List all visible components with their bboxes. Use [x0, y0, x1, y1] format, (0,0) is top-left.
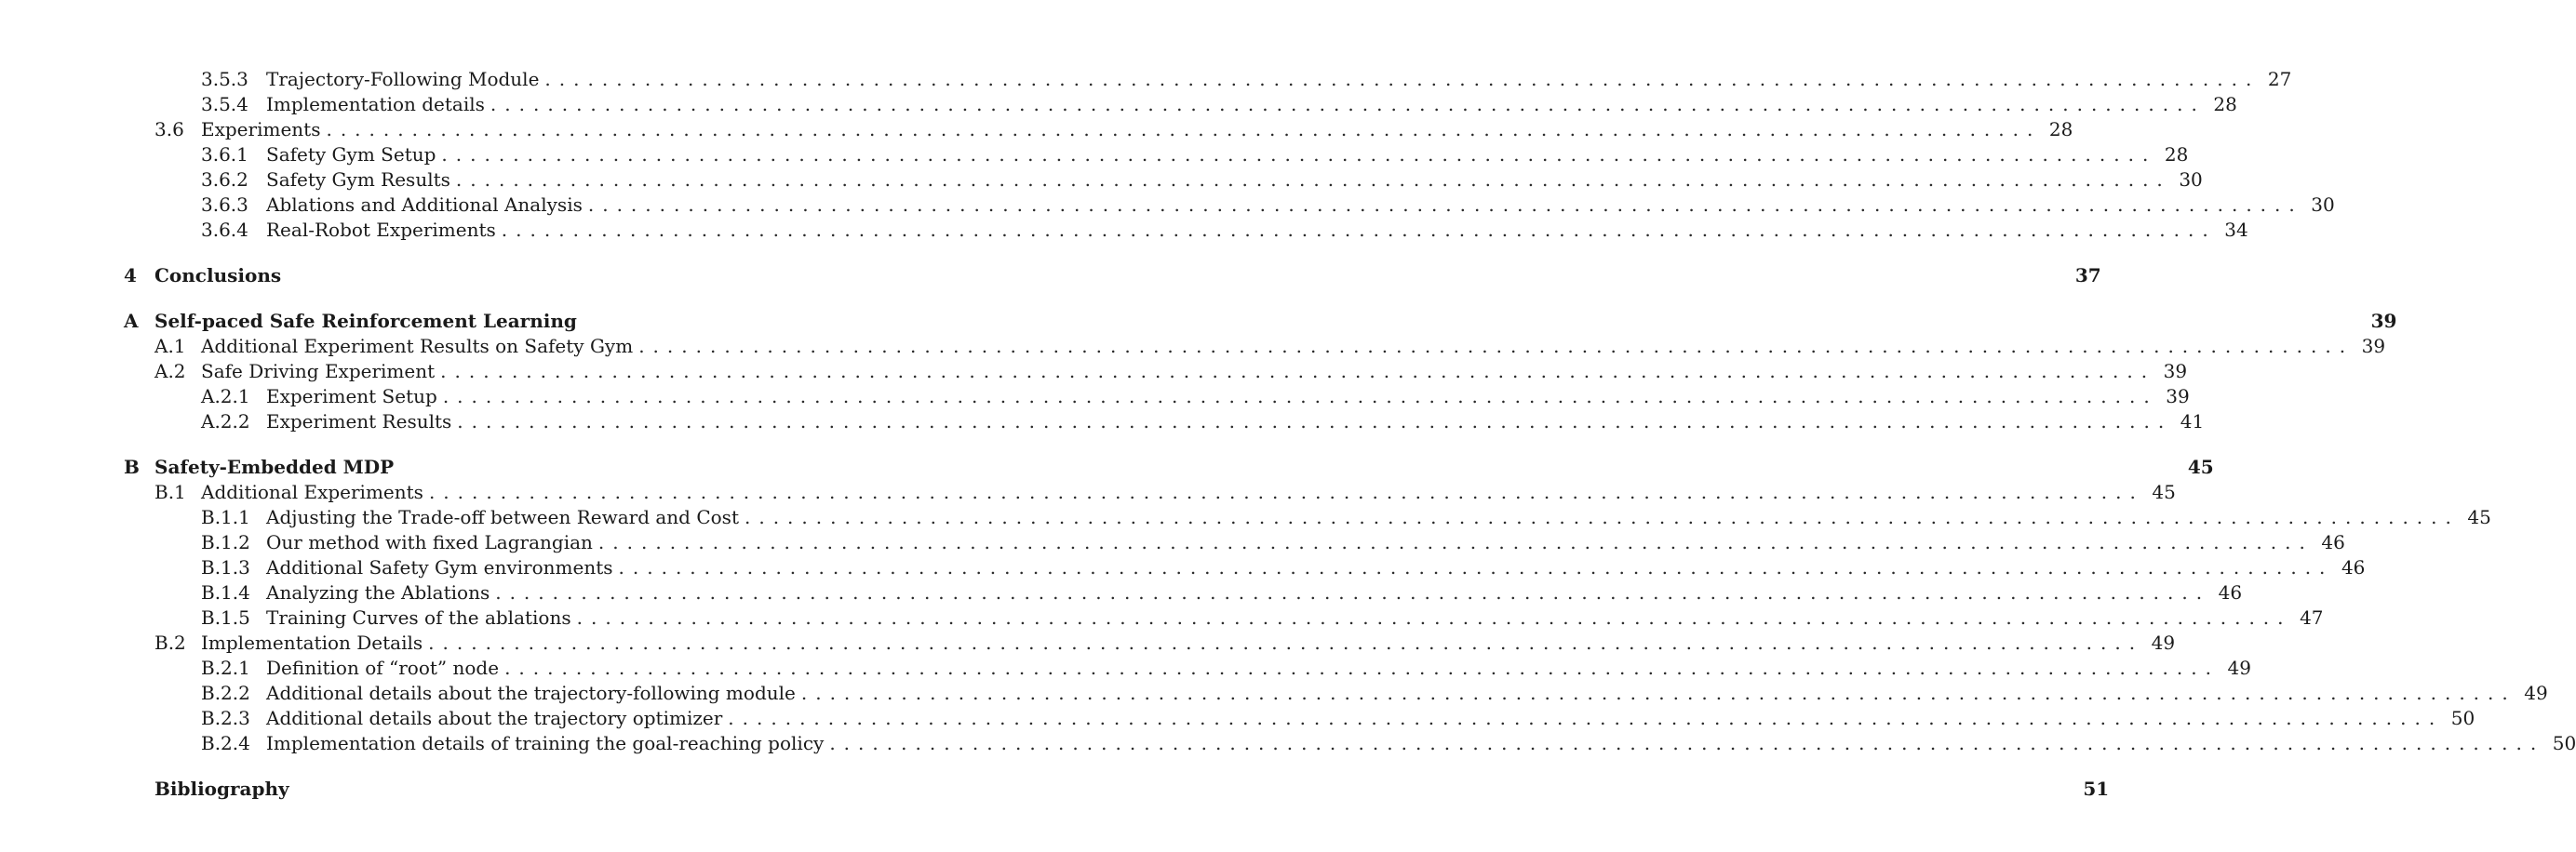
toc-section-entry[interactable]	[124, 359, 2188, 384]
toc-entry-title: Real-Robot Experiments	[266, 218, 502, 243]
toc-entry-title: Experiment Setup	[266, 384, 443, 409]
toc-entry-number: B.1.1	[201, 506, 250, 528]
toc-entry-number: B.2	[154, 632, 186, 654]
toc-entry-title: Additional details about the trajectory optimizer	[266, 706, 728, 731]
toc-entry-title: Additional Experiment Results on Safety Gym	[201, 334, 638, 359]
toc-entry-title: Safety Gym Setup	[266, 142, 441, 167]
toc-entry-page: 28	[2213, 93, 2237, 115]
toc-entry-number: 3.5.3	[201, 68, 248, 90]
toc-entry-title: Safety-Embedded MDP	[154, 454, 399, 480]
toc-section-entry[interactable]	[124, 706, 2475, 731]
dot-leader: ........................................................................................................................	[800, 682, 2516, 704]
toc-section-entry[interactable]	[124, 656, 2251, 681]
dot-leader: ........................................................................................................................	[495, 581, 2211, 604]
dot-leader: ........................................................................................................................	[618, 556, 2334, 579]
toc-entry-page: 34	[2224, 219, 2248, 241]
toc-entry-title: Our method with fixed Lagrangian	[266, 530, 598, 555]
toc-entry-page: 49	[2151, 632, 2176, 654]
toc-entry-title: Trajectory-Following Module	[266, 67, 544, 92]
toc-entry-title: Implementation details	[266, 92, 490, 117]
dot-leader: ........................................................................................................................	[428, 632, 2144, 654]
toc-entry-page: 51	[2083, 778, 2110, 800]
toc-section-entry[interactable]	[124, 409, 2205, 434]
toc-entry-title: Additional Safety Gym environments	[266, 555, 619, 580]
toc-entry-page: 41	[2180, 410, 2205, 433]
dot-leader: ........................................................................................................................	[504, 657, 2220, 679]
toc-entry-number: A.2.1	[201, 385, 250, 407]
toc-entry-number: A.1	[154, 335, 186, 357]
toc-entry-title: Self-paced Safe Reinforcement Learning	[154, 308, 583, 334]
toc-section-entry[interactable]	[124, 580, 2243, 606]
dot-leader: ........................................................................................................................	[544, 68, 2261, 90]
toc-section-entry[interactable]	[124, 505, 2491, 530]
dot-leader: ........................................................................................................................	[457, 410, 2173, 433]
toc-entry-page: 46	[2218, 581, 2243, 604]
toc-section-entry[interactable]	[124, 384, 2190, 409]
dot-leader: ........................................................................................................................	[587, 193, 2303, 216]
toc-entry-page: 28	[2164, 143, 2189, 166]
toc-entry-number: 3.6	[154, 118, 184, 140]
toc-section-entry[interactable]	[124, 334, 2386, 359]
toc-entry-page: 45	[2467, 506, 2491, 528]
dot-leader: ........................................................................................................................	[455, 168, 2171, 191]
toc-entry-number: 3.6.1	[201, 143, 248, 166]
toc-section-entry[interactable]	[124, 92, 2237, 117]
toc-entry-title: Conclusions	[154, 262, 287, 288]
toc-entry-title: Analyzing the Ablations	[266, 580, 495, 606]
toc-entry-page: 45	[2187, 456, 2214, 478]
dot-leader: ........................................................................................................................	[442, 385, 2158, 407]
toc-section-entry[interactable]	[124, 555, 2366, 580]
toc-entry-title: Implementation Details	[201, 631, 428, 656]
toc-entry-number: A.2	[154, 360, 186, 382]
toc-entry-title: Definition of “root” node	[266, 656, 504, 681]
toc-chapter-entry[interactable]	[124, 776, 2110, 802]
toc-entry-title: Safe Driving Experiment	[201, 359, 440, 384]
toc-entry-page: 30	[2311, 193, 2335, 216]
toc-section-entry[interactable]	[124, 681, 2548, 706]
toc-entry-number: 3.5.4	[201, 93, 248, 115]
toc-section-entry[interactable]	[124, 606, 2324, 631]
toc-entry-number: 4	[124, 264, 137, 286]
toc-entry-number: 3.6.2	[201, 168, 248, 191]
toc-entry-title: Experiments	[201, 117, 326, 142]
toc-entry-number: A	[124, 310, 139, 332]
dot-leader: ........................................................................................................................	[744, 506, 2460, 528]
toc-entry-page: 46	[2341, 556, 2366, 579]
toc-entry-page: 47	[2300, 606, 2324, 629]
toc-entry-page: 39	[2361, 335, 2386, 357]
toc-section-entry[interactable]	[124, 530, 2345, 555]
toc-entry-number: B.1.4	[201, 581, 250, 604]
toc-section-entry[interactable]	[124, 167, 2203, 193]
toc-entry-page: 45	[2152, 481, 2176, 503]
toc-entry-page: 37	[2074, 264, 2101, 286]
toc-entry-page: 28	[2048, 118, 2073, 140]
toc-entry-number: B	[124, 456, 140, 478]
toc-chapter-entry[interactable]	[124, 308, 2397, 334]
toc-entry-title: Additional details about the trajectory-following module	[266, 681, 801, 706]
toc-entry-page: 46	[2321, 531, 2345, 553]
toc-entry-page: 50	[2552, 732, 2576, 754]
dot-leader: ........................................................................................................................	[728, 707, 2444, 729]
toc-entry-page: 39	[2370, 310, 2397, 332]
toc-entry-page: 39	[2163, 360, 2188, 382]
dot-leader: ........................................................................................................................	[490, 93, 2206, 115]
toc-entry-number: B.2.4	[201, 732, 250, 754]
dot-leader: ........................................................................................................................	[638, 335, 2355, 357]
toc-section-entry[interactable]	[124, 631, 2176, 656]
dot-leader: ........................................................................................................................	[829, 732, 2545, 754]
toc-entry-title: Implementation details of training the goal-reaching policy	[266, 731, 829, 756]
toc-section-entry[interactable]	[124, 218, 2248, 243]
dot-leader: ........................................................................................................................	[428, 481, 2144, 503]
toc-entry-number: B.2.1	[201, 657, 250, 679]
toc-section-entry[interactable]	[124, 731, 2576, 756]
toc-entry-page: 49	[2227, 657, 2251, 679]
dot-leader: ........................................................................................................................	[501, 219, 2217, 241]
toc-entry-page: 39	[2166, 385, 2190, 407]
toc-entry-page: 50	[2450, 707, 2475, 729]
toc-section-entry[interactable]	[124, 480, 2176, 505]
toc-entry-number: B.1.5	[201, 606, 250, 629]
toc-entry-title: Bibliography	[154, 776, 295, 802]
dot-leader: ........................................................................................................................	[597, 531, 2314, 553]
toc-section-entry[interactable]	[124, 117, 2073, 142]
toc-section-entry[interactable]	[124, 67, 2292, 92]
toc-entry-number: B.2.2	[201, 682, 250, 704]
toc-entry-title: Additional Experiments	[201, 480, 429, 505]
dot-leader: ........................................................................................................................	[576, 606, 2292, 629]
toc-section-entry[interactable]	[124, 193, 2335, 218]
toc-entry-number: B.2.3	[201, 707, 250, 729]
toc-entry-title: Ablations and Additional Analysis	[266, 193, 588, 218]
toc-entry-page: 49	[2524, 682, 2548, 704]
dot-leader: ........................................................................................................................	[440, 360, 2156, 382]
table-of-contents	[124, 67, 2576, 802]
toc-entry-title: Safety Gym Results	[266, 167, 456, 193]
toc-entry-title: Adjusting the Trade-off between Reward and Cost	[266, 505, 745, 530]
toc-entry-title: Experiment Results	[266, 409, 457, 434]
toc-entry-number: 3.6.4	[201, 219, 248, 241]
toc-entry-page: 27	[2267, 68, 2292, 90]
dot-leader: ........................................................................................................................	[326, 118, 2042, 140]
toc-section-entry[interactable]	[124, 142, 2189, 167]
toc-entry-title: Training Curves of the ablations	[266, 606, 577, 631]
toc-chapter-entry[interactable]	[124, 262, 2101, 288]
toc-chapter-entry[interactable]	[124, 454, 2214, 480]
toc-entry-number: B.1	[154, 481, 186, 503]
toc-entry-number: B.1.2	[201, 531, 250, 553]
toc-entry-page: 30	[2179, 168, 2203, 191]
toc-entry-number: A.2.2	[201, 410, 250, 433]
dot-leader: ........................................................................................................................	[441, 143, 2157, 166]
toc-entry-number: B.1.3	[201, 556, 250, 579]
toc-entry-number: 3.6.3	[201, 193, 248, 216]
